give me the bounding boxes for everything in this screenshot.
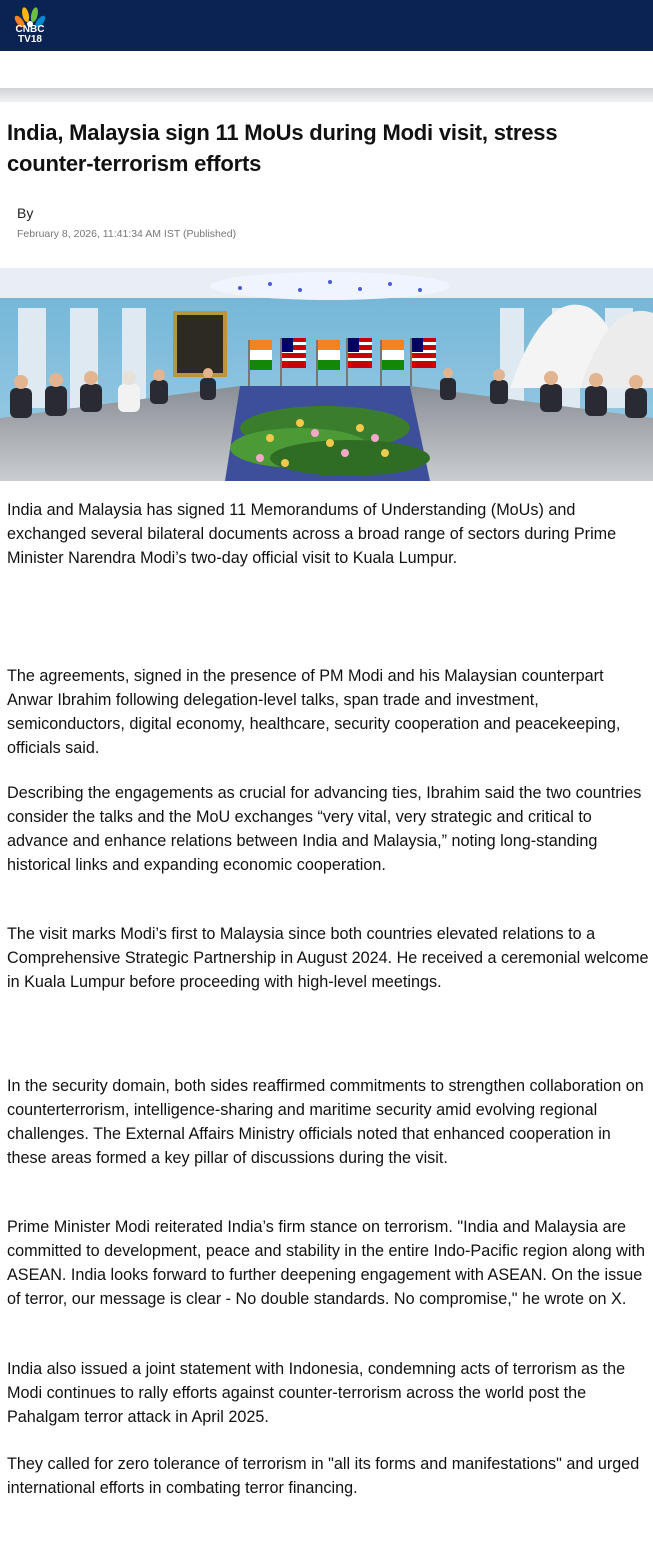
logo-text: CNBC TV18 — [15, 24, 45, 45]
article-paragraph: Describing the engagements as crucial for advancing ties, Ibrahim said the two countries consider the talks and the MoU exchanges “very vital, very strategic and critical to advance and enhance relations between India and Malaysia,” noting long-standing historical links and expanding economic cooperation. — [7, 784, 642, 874]
site-header — [0, 0, 653, 51]
article-paragraph: India and Malaysia has signed 11 Memorandums of Understanding (MoUs) and exchanged several bilateral documents across a broad range of sectors during Prime Minister Narendra Modi’s two-day official visit to Kuala Lumpur. — [7, 501, 617, 567]
article-headline: India, Malaysia sign 11 MoUs during Modi visit, stress counter-terrorism efforts — [7, 120, 558, 176]
published-date: February 8, 2026, 11:41:34 AM IST (Published) — [17, 228, 237, 240]
header-shadow — [0, 88, 653, 102]
sub-navigation-bar — [0, 51, 653, 91]
article-paragraph: The visit marks Modi’s first to Malaysia since both countries elevated relations to a Comprehensive Strategic Partnership in August 2024. He received a ceremonial welcome in Kuala Lumpur before proceeding with high-level meetings. — [7, 925, 649, 991]
hero-image — [0, 268, 653, 481]
article-paragraph: In the security domain, both sides reaffirmed commitments to strengthen collaboration on counterterrorism, intelligence-sharing and maritime security amid evolving regional challenges. The External Affairs Ministry officials noted that enhanced cooperation in these areas formed a key pillar of discussions during the visit. — [7, 1077, 644, 1167]
article-paragraph: Prime Minister Modi reiterated India’s firm stance on terrorism. "India and Malaysia are committed to development, peace and stability in the entire Indo-Pacific region along with ASEAN. India looks forward to further deepening engagement with ASEAN. On the issue of terror, our message is clear - No double standards. No compromise," he wrote on X. — [7, 1218, 645, 1308]
article-paragraph: The agreements, signed in the presence of PM Modi and his Malaysian counterpart Anwar Ibrahim following delegation-level talks, span trade and investment, semiconductors, digital economy, healthcare, security cooperation and peacekeeping, officials said. — [7, 667, 621, 757]
article-paragraph: They called for zero tolerance of terrorism in "all its forms and manifestations" and urged international efforts in combating terror financing. — [7, 1455, 640, 1497]
byline: By — [17, 205, 34, 221]
article-paragraph: India also issued a joint statement with Indonesia, condemning acts of terrorism as the Modi continues to rally efforts against counter-terrorism across the world post the Pahalgam terror attack in April 2025. — [7, 1360, 626, 1426]
cnbc-tv18-logo[interactable] — [9, 5, 51, 47]
